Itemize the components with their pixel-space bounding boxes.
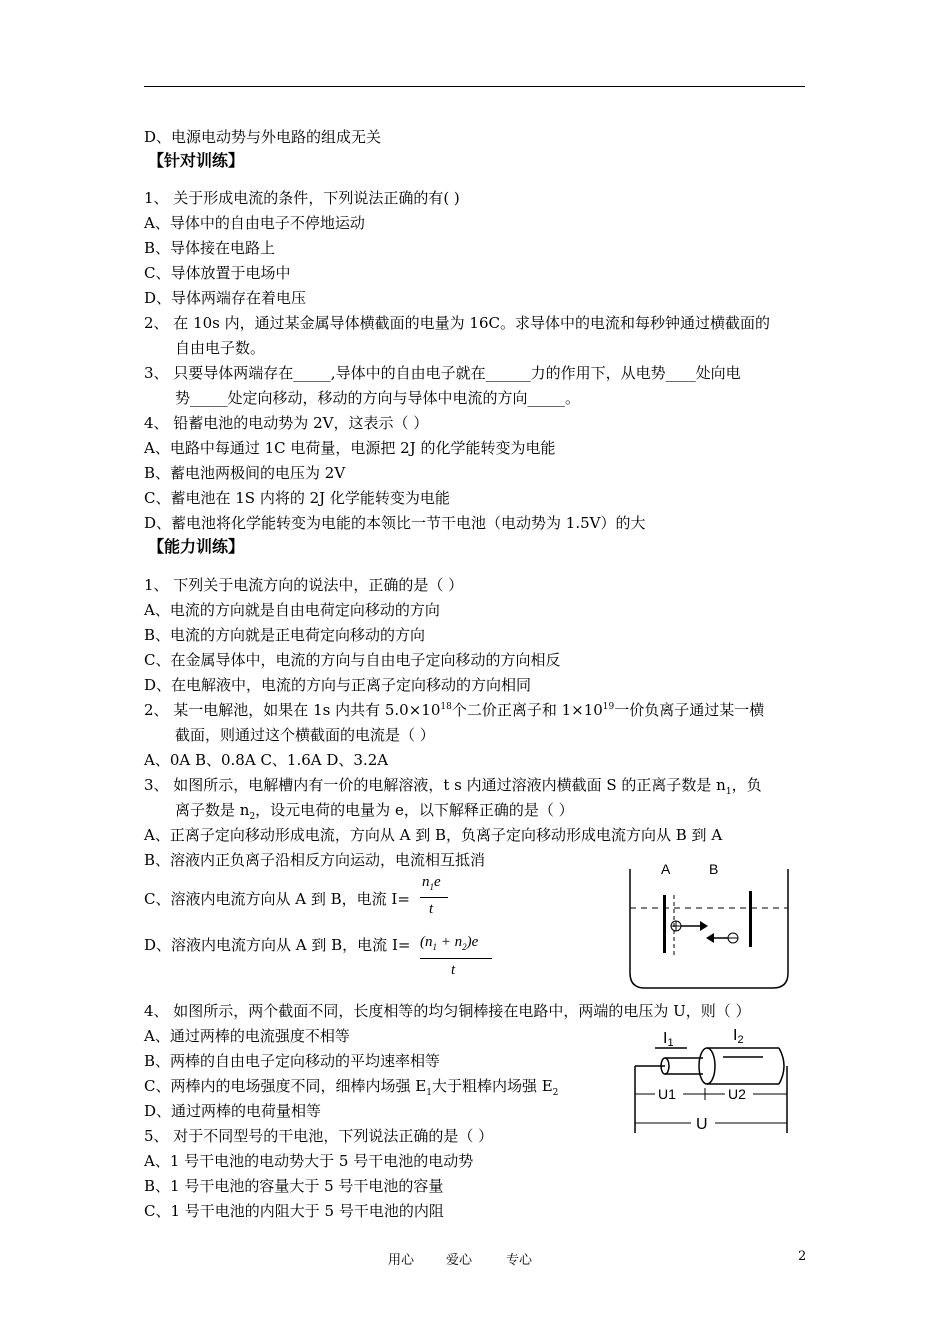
- label-i2: [733, 1027, 744, 1046]
- formula-var: + n: [437, 934, 463, 950]
- option-line: C、溶液内电流方向从 A 到 B，电流 I=: [144, 890, 410, 908]
- formula-var: t: [429, 901, 434, 917]
- question: 2、 在 10s 内，通过某金属导体横截面的电量为 16C。求导体中的电流和每秒钟通过横截面的: [144, 314, 770, 332]
- option-line: B、电流的方向就是正电荷定向移动的方向: [144, 626, 426, 644]
- thick-rod-end-left: [699, 1048, 715, 1084]
- tank-outline: [630, 869, 788, 988]
- question: 5、 对于不同型号的干电池，下列说法正确的是（ ）: [144, 1127, 494, 1145]
- formula-var: t: [451, 962, 456, 978]
- label-u: U: [696, 1116, 708, 1133]
- option-line: B、1 号干电池的容量大于 5 号干电池的容量: [144, 1177, 444, 1195]
- header-rule: [144, 86, 805, 87]
- exponent: 18: [440, 702, 452, 712]
- option-text: 大于粗棒内场强 E: [431, 1077, 553, 1095]
- formula-var: n: [422, 874, 430, 890]
- label-u1: U1: [658, 1086, 676, 1102]
- option-line: A、0A B、0.8A C、1.6A D、3.2A: [144, 751, 389, 769]
- subscript: 2: [552, 1088, 559, 1098]
- question-continuation: 截面，则通过这个横截面的电流是（ ）: [175, 726, 435, 744]
- option-line: D、溶液内电流方向从 A 到 B，电流 I=: [144, 936, 411, 954]
- question-text: 2、 某一电解池，如果在 1s 内共有 5.0×10: [144, 701, 441, 719]
- question-text: 离子数是 n: [175, 801, 250, 819]
- option-line: B、导体接在电路上: [144, 239, 276, 257]
- question-continuation: 势_____处定向移动，移动的方向与导体中电流的方向_____。: [175, 389, 581, 407]
- label-i2-sub: 2: [737, 1034, 744, 1046]
- formula-d: [420, 934, 494, 984]
- label-b: B: [709, 861, 719, 877]
- formula-var: )e: [466, 934, 479, 950]
- question-text: 一价负离子通过某一横: [614, 701, 765, 719]
- label-a: A: [661, 861, 671, 877]
- option-line: B、蓄电池两极间的电压为 2V: [144, 464, 346, 482]
- label-u2: U2: [728, 1086, 746, 1102]
- question-text: 3、 如图所示，电解槽内有一价的电解溶液，t s 内通过溶液内横截面 S 的正离子数是 n: [144, 776, 726, 794]
- question: 4、 铅蓄电池的电动势为 2V，这表示（ ）: [144, 414, 429, 432]
- arrow-right-head: [700, 921, 708, 931]
- option-line: C、1 号干电池的内阻大于 5 号干电池的内阻: [144, 1202, 444, 1220]
- option-line: C、在金属导体中，电流的方向与自由电子定向移动的方向相反: [144, 651, 561, 669]
- thick-rod: [707, 1048, 779, 1084]
- question-text: 个二价正离子和 1×10: [451, 701, 603, 719]
- option-line: D、导体两端存在着电压: [144, 289, 307, 307]
- footer-motto-1: 用心: [388, 1253, 415, 1268]
- thin-rod: [665, 1058, 703, 1074]
- question: 4、 如图所示，两个截面不同，长度相等的均匀铜棒接在电路中，两端的电压为 U，则（ ）: [144, 1002, 751, 1020]
- option-line: A、正离子定向移动形成电流，方向从 A 到 B，负离子定向移动形成电流方向从 B 到 A: [144, 826, 723, 844]
- option-line: A、通过两棒的电流强度不相等: [144, 1027, 350, 1045]
- thick-rod-end-right: [779, 1048, 784, 1084]
- formula-sub: 1: [432, 942, 437, 952]
- fraction-bar: [420, 958, 492, 959]
- option-text: C、两棒内的电场强度不同，细棒内场强 E: [144, 1077, 427, 1095]
- option-line: A、1 号干电池的电动势大于 5 号干电池的电动势: [144, 1152, 474, 1170]
- fraction-bar: [420, 897, 448, 898]
- exponent: 19: [602, 702, 615, 712]
- option-line: A、导体中的自由电子不停地运动: [144, 214, 365, 232]
- electrolytic-cell-figure: [620, 855, 800, 995]
- formula-var: e: [434, 874, 441, 890]
- question-text: ，负: [731, 776, 762, 794]
- option-line: A、电路中每通过 1C 电荷量，电源把 2J 的化学能转变为电能: [144, 439, 556, 457]
- question-continuation: 自由电子数。: [175, 339, 266, 357]
- copper-rods-figure: [625, 1018, 795, 1140]
- page-number: 2: [798, 1249, 807, 1264]
- label-i1: [663, 1030, 674, 1049]
- subscript: 1: [426, 1088, 432, 1098]
- option-line: D、蓄电池将化学能转变为电能的本领比一节干电池（电动势为 1.5V）的大: [144, 514, 646, 532]
- label-i1-main: I: [663, 1030, 668, 1047]
- question-text: ，设元电荷的电量为 e，以下解释正确的是（ ）: [255, 801, 574, 819]
- question-continuation: [175, 800, 574, 820]
- option-line: C、蓄电池在 1S 内将的 2J 化学能转变为电能: [144, 489, 450, 507]
- question: 1、 关于形成电流的条件，下列说法正确的有( ): [144, 189, 460, 207]
- option-line: [144, 1076, 558, 1096]
- footer-motto-2: 爱心: [446, 1253, 473, 1268]
- label-i2-main: I: [733, 1027, 738, 1044]
- section-heading: 【能力训练】: [148, 537, 245, 556]
- option-line: D、通过两棒的电荷量相等: [144, 1102, 322, 1120]
- subscript: 2: [249, 812, 256, 822]
- formula-c: [420, 874, 450, 922]
- question: 1、 下列关于电流方向的说法中，正确的是（ ）: [144, 576, 464, 594]
- question: 3、 只要导体两端存在_____,导体中的自由电子就在______力的作用下，从电势____处向电: [144, 364, 741, 382]
- electrode-b: [749, 891, 752, 947]
- formula-sub: 2: [462, 942, 467, 952]
- option-line: A、电流的方向就是自由电荷定向移动的方向: [144, 601, 440, 619]
- option-line: D、电源电动势与外电路的组成无关: [144, 128, 382, 146]
- option-line: B、溶液内正负离子沿相反方向运动，电流相互抵消: [144, 851, 486, 869]
- question: [144, 700, 764, 720]
- footer-motto-3: 专心: [506, 1253, 533, 1268]
- formula-var: (n: [420, 934, 433, 950]
- label-i1-sub: 1: [667, 1037, 674, 1049]
- formula-sub: 1: [429, 882, 434, 892]
- arrow-left-head: [706, 933, 714, 943]
- question: [144, 775, 762, 795]
- subscript: 1: [725, 787, 732, 797]
- electrode-a: [663, 895, 666, 953]
- option-line: C、导体放置于电场中: [144, 264, 291, 282]
- option-line: B、两棒的自由电子定向移动的平均速率相等: [144, 1052, 441, 1070]
- option-line: D、在电解液中，电流的方向与正离子定向移动的方向相同: [144, 676, 532, 694]
- section-heading: 【针对训练】: [148, 151, 245, 170]
